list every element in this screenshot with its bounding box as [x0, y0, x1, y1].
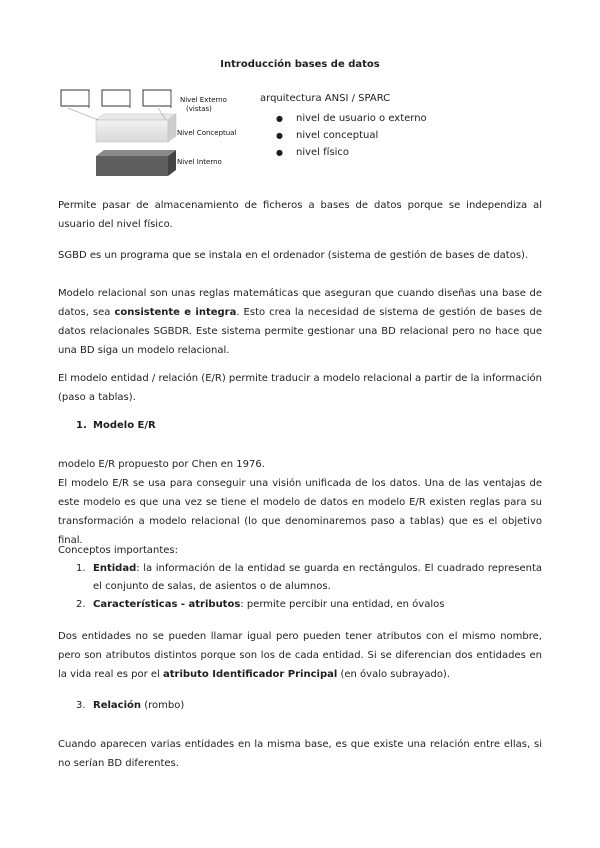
concepts-list [76, 560, 542, 614]
list-item: ● nivel conceptual [276, 127, 427, 144]
concepts-heading: Conceptos importantes: [58, 545, 178, 556]
paragraph-independence: Permite pasar de almacenamiento de ficheros a bases de datos porque se independiza al usuario del nivel físico. [58, 200, 542, 230]
list-item: 2. Características - atributos: permite percibir una entidad, en óvalos [76, 599, 445, 610]
page-title: Introducción bases de datos [220, 59, 380, 70]
internal-level-box [96, 150, 176, 176]
list-item: 1. Entidad: la información de la entidad se guarda en rectángulos. El cuadrado representa el conjunto de salas, de asientos o de alumnos. [76, 563, 542, 592]
bold-text: atributo Identificador Principal [162, 669, 338, 680]
label-externo: Nivel Externo [180, 96, 227, 104]
section-heading-modelo-er: 1. Modelo E/R [76, 420, 156, 431]
list-item: ● nivel de usuario o externo [276, 110, 427, 127]
paragraph-sgbd: SGBD es un programa que se instala en el ordenador (sistema de gestión de bases de datos). [58, 250, 529, 261]
list-item: ● nivel físico [276, 144, 427, 161]
paragraph-entidad-relacion: El modelo entidad / relación (E/R) permite traducir a modelo relacional a partir de la información (paso a tablas). [58, 373, 542, 403]
label-conceptual: Nivel Conceptual [177, 129, 237, 137]
architecture-list [276, 110, 427, 161]
bullet-icon: ● [276, 148, 283, 157]
section-heading-relacion: 3. Relación (rombo) [76, 700, 185, 711]
architecture-title: arquitectura ANSI / SPARC [260, 93, 391, 104]
paragraph-modelo-relacional: Modelo relacional son unas reglas matemáticas que aseguran que cuando diseñas una base de datos, sea consistente e integra. Esto crea la necesidad de sistema de gestión de bases de datos relacionales SGBDR. Este sistema permite gestionar una BD relacional pero no hace que una BD siga un modelo relacional. [58, 288, 542, 356]
paragraph-relacion: Cuando aparecen varias entidades en la misma base, es que existe una relación entre ellas, si no serían BD diferentes. [58, 739, 542, 769]
bullet-icon: ● [276, 131, 283, 140]
ansi-sparc-diagram [58, 88, 258, 178]
paragraph-identificador: Dos entidades no se pueden llamar igual pero pueden tener atributos con el mismo nombre, pero son atributos distintos porque son los de cada entidad. Si se diferencian dos entidades en la vida real es por el atributo Identificador Principal (en óvalo subrayado). [58, 631, 542, 680]
label-interno: Nivel Interno [177, 158, 222, 166]
paragraph-chen: modelo E/R propuesto por Chen en 1976. El modelo E/R se usa para conseguir una visión unificada de los datos. Una de las ventajas de este modelo es que una vez se tiene el modelo de datos en modelo E/R existen reglas para su transformación a modelo relacional (lo que denominaremos paso a tablas) que es el objetivo final. [58, 459, 542, 546]
label-vistas: (vistas) [186, 105, 212, 113]
bullet-icon: ● [276, 114, 283, 123]
bold-text: consistente e integra [114, 307, 237, 318]
